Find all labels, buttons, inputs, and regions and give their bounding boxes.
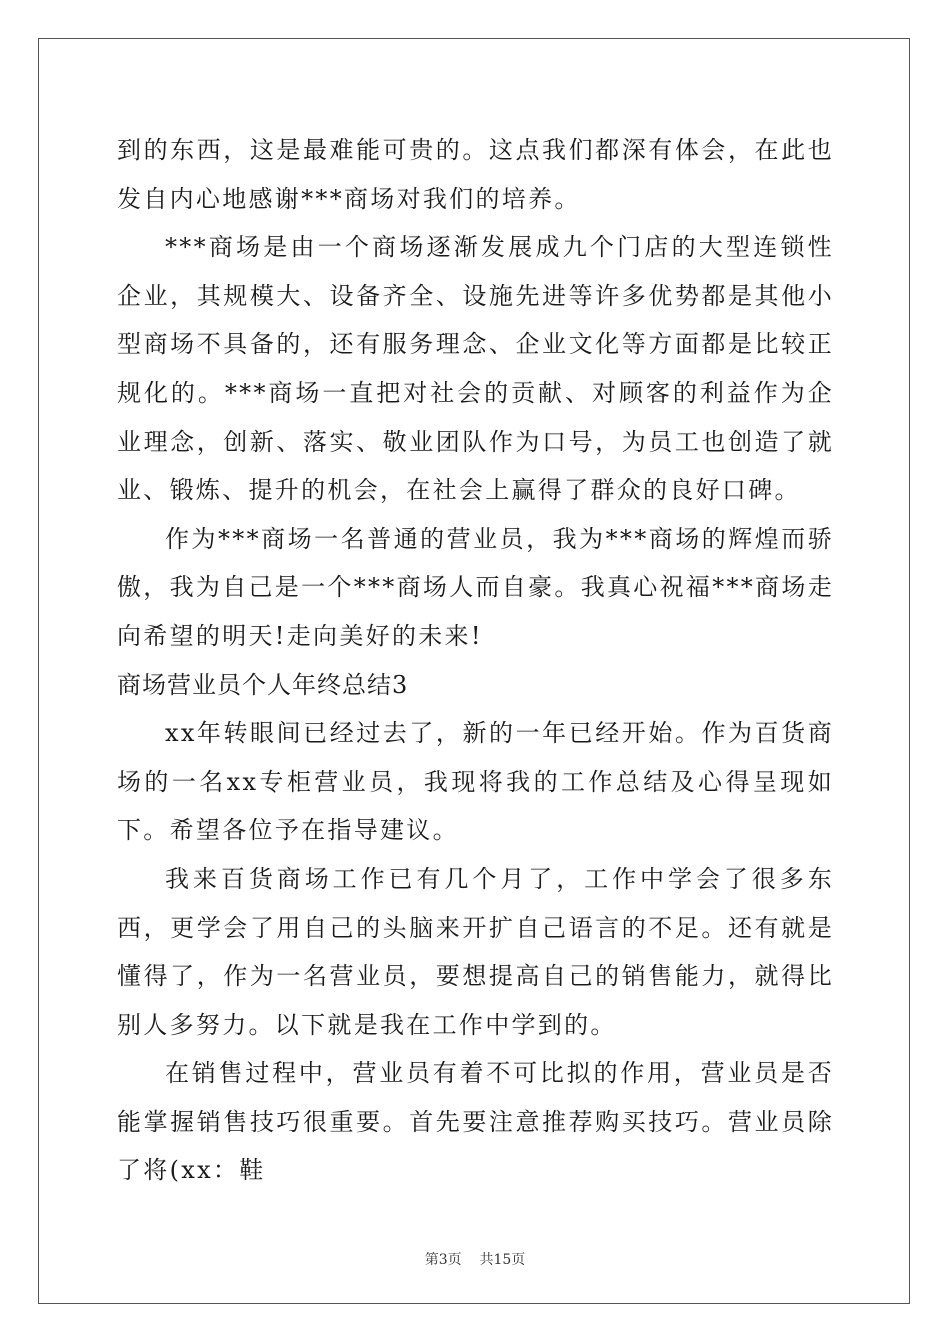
page-total: 共15页 — [479, 1252, 526, 1268]
section-heading: 商场营业员个人年终总结3 — [117, 670, 409, 699]
paragraph-sales-skills: 在销售过程中，营业员有着不可比拟的作用，营业员是否能掌握销售技巧很重要。首先要注意推荐购买技巧。营业员除了将(xx：鞋 — [117, 1059, 834, 1185]
page-number: 第3页 — [424, 1252, 462, 1268]
paragraph-continued: 到的东西，这是最难能可贵的。这点我们都深有体会，在此也发自内心地感谢***商场对我们的培养。 — [117, 136, 834, 213]
paragraph-year-summary: xx年转眼间已经过去了，新的一年已经开始。作为百货商场的一名xx专柜营业员，我现将我的工作总结及心得呈现如下。希望各位予在指导建议。 — [117, 719, 834, 845]
paragraph-pride: 作为***商场一名普通的营业员，我为***商场的辉煌而骄傲，我为自己是一个***商场人而自豪。我真心祝福***商场走向希望的明天!走向美好的未来! — [117, 524, 834, 650]
paragraph-mall-intro: ***商场是由一个商场逐渐发展成九个门店的大型连锁性企业，其规模大、设备齐全、设施先进等许多优势都是其他小型商场不具备的，还有服务理念、企业文化等方面都是比较正规化的。***商场一直把对社会的贡献、对顾客的利益作为企业理念，创新、落实、敬业团队作为口号，为员工也创造了就业、锻炼、提升的机会，在社会上赢得了群众的良好口碑。 — [117, 233, 834, 505]
paragraph-work-learning: 我来百货商场工作已有几个月了，工作中学会了很多东西，更学会了用自己的头脑来开扩自己语言的不足。还有就是懂得了，作为一名营业员，要想提高自己的销售能力，就得比别人多努力。以下就是我在工作中学到的。 — [117, 864, 834, 1039]
document-body — [117, 126, 834, 1195]
page-footer — [0, 1249, 950, 1269]
